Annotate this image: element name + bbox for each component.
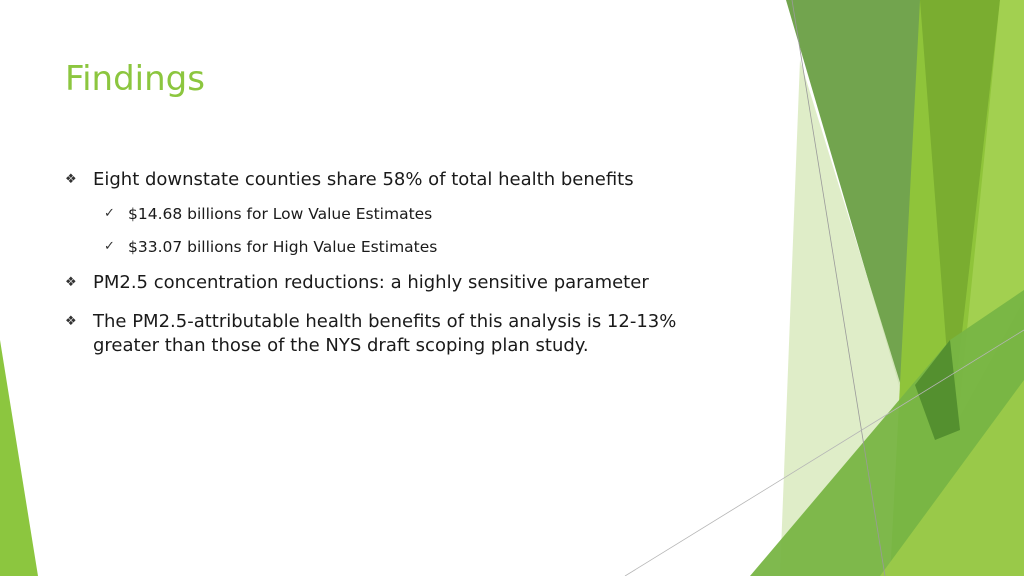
bullet-text: PM2.5 concentration reductions: a highly sensitive parameter — [93, 272, 649, 293]
bullet-text: The PM2.5-attributable health benefits of this analysis is 12-13% greater than those of the NYS draft scoping plan study. — [93, 311, 677, 356]
bullet-text: Eight downstate counties share 58% of total health benefits — [93, 169, 634, 190]
check-bullet-icon: ✓ — [104, 206, 115, 221]
bullet-downstate-counties — [65, 168, 634, 192]
diamond-bullet-icon: ❖ — [65, 314, 77, 329]
left-green-sliver — [0, 340, 38, 576]
sub-bullet-low-value — [104, 203, 432, 225]
check-bullet-icon: ✓ — [104, 239, 115, 254]
sub-bullet-text: $14.68 billions for Low Value Estimates — [128, 205, 433, 223]
sub-bullet-high-value — [104, 236, 437, 258]
sub-bullet-text: $33.07 billions for High Value Estimates — [128, 238, 438, 256]
bullet-pm25-sensitivity — [65, 271, 649, 295]
diamond-bullet-icon: ❖ — [65, 275, 77, 290]
diamond-bullet-icon: ❖ — [65, 172, 77, 187]
bullet-pm25-comparison — [65, 310, 725, 358]
slide-title: Findings — [65, 59, 205, 99]
